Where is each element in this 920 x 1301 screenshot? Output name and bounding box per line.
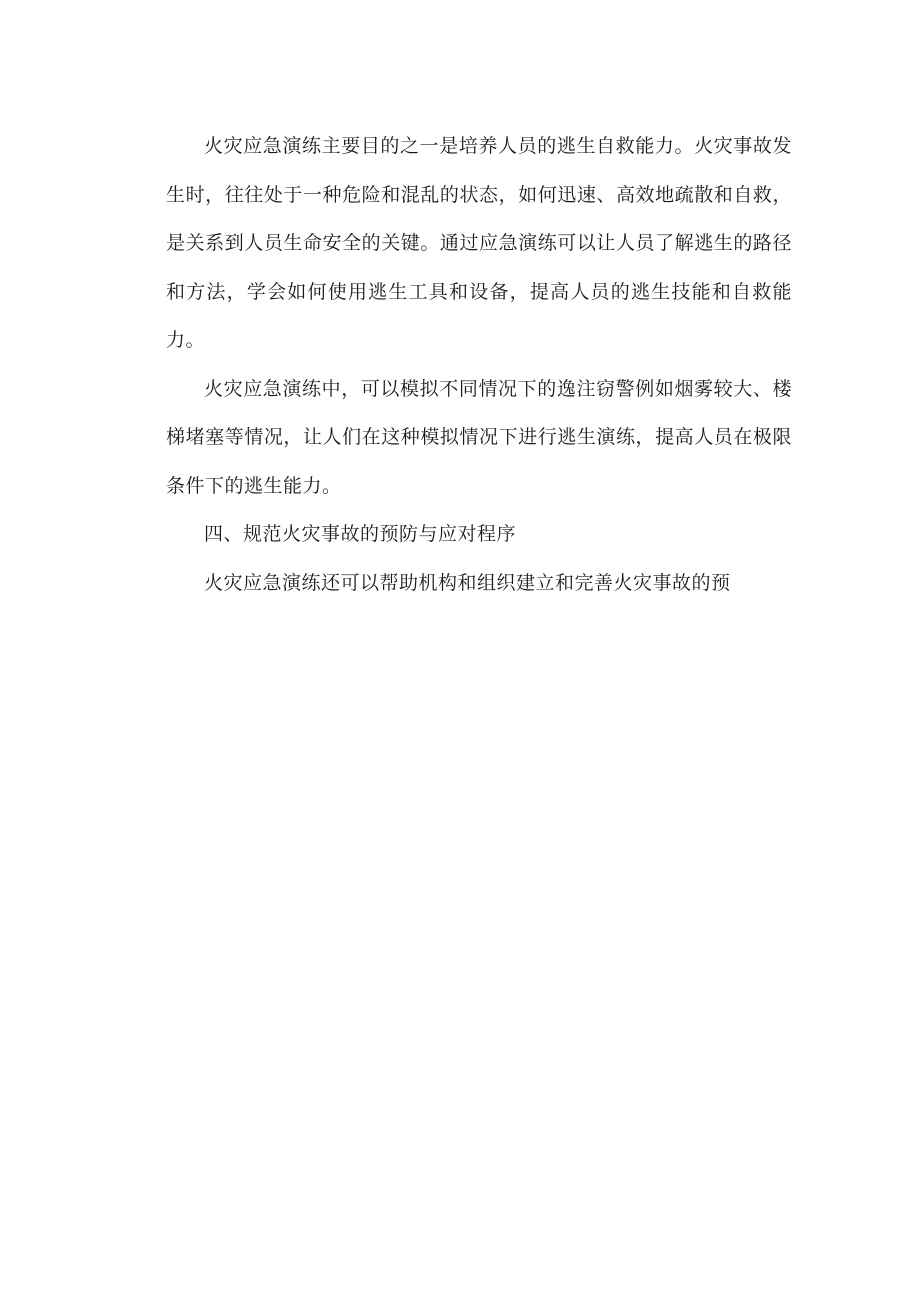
paragraph-escape-ability: 火灾应急演练主要目的之一是培养人员的逃生自救能力。火灾事故发生时，往往处于一种危险和混乱的状态，如何迅速、高效地疏散和自救，是关系到人员生命安全的关键。通过应急演练可以让人员了解逃生的路径和方法，学会如何使用逃生工具和设备，提高人员的逃生技能和自救能力。 [166, 135, 792, 351]
document-body [166, 122, 792, 607]
paragraph-simulation: 火灾应急演练中，可以模拟不同情况下的逸注窃警例如烟雾较大、楼梯堵塞等情况，让人们在这种模拟情况下进行逃生演练，提高人员在极限条件下的逃生能力。 [166, 377, 792, 497]
paragraph-procedures: 火灾应急演练还可以帮助机构和组织建立和完善火灾事故的预 [204, 571, 731, 594]
section-heading-prevention: 四、规范火灾事故的预防与应对程序 [204, 523, 517, 545]
